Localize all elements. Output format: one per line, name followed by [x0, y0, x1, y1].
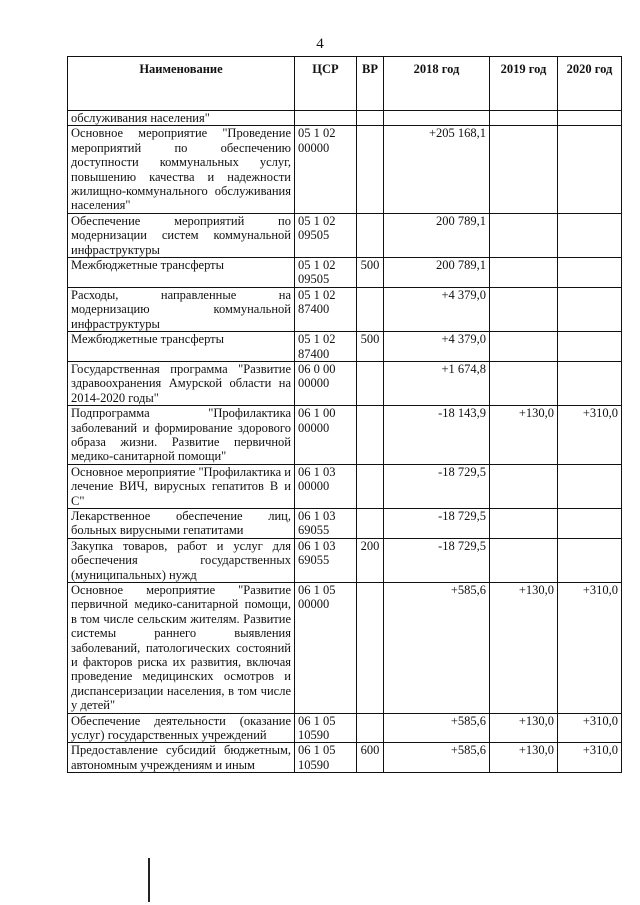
row-name: Закупка товаров, работ и услуг для обеспечения государственных (муниципальных) нужд — [68, 538, 295, 582]
header-2019: 2019 год — [490, 57, 558, 111]
row-name: Основное мероприятие "Проведение мероприятий по обеспечению доступности коммунальных услуг, повышению качества и надежности жилищно-коммунального обслуживания населения" — [68, 126, 295, 213]
row-2018: 200 789,1 — [384, 258, 490, 288]
row-2019: +130,0 — [490, 406, 558, 465]
row-csr: 05 1 02 00000 — [295, 126, 357, 213]
row-2018: +585,6 — [384, 743, 490, 773]
row-2018: +4 379,0 — [384, 287, 490, 331]
table-row — [68, 538, 622, 582]
row-name: обслуживания населения" — [68, 111, 295, 126]
table-row — [68, 406, 622, 465]
table-body — [68, 111, 622, 773]
table-row — [68, 332, 622, 362]
row-2020: +310,0 — [558, 583, 622, 714]
row-2019 — [490, 332, 558, 362]
row-2018: -18 729,5 — [384, 464, 490, 508]
table-row — [68, 258, 622, 288]
row-name: Расходы, направленные на модернизацию коммунальной инфраструктуры — [68, 287, 295, 331]
row-2020 — [558, 332, 622, 362]
row-name: Межбюджетные трансферты — [68, 332, 295, 362]
row-2019 — [490, 361, 558, 405]
table-row — [68, 713, 622, 743]
row-2019 — [490, 538, 558, 582]
row-2019: +130,0 — [490, 583, 558, 714]
row-2019 — [490, 464, 558, 508]
row-name: Основное мероприятие "Развитие первичной медико-санитарной помощи, в том числе сельским жителям. Развитие системы раннего выявления заболеваний, патологических состояний и факторов риска их развития, включая проведение медицинских осмотров и диспансеризации населения, в том числе у детей" — [68, 583, 295, 714]
row-vr — [357, 713, 384, 743]
row-name: Основное мероприятие "Профилактика и лечение ВИЧ, вирусных гепатитов В и С" — [68, 464, 295, 508]
header-row — [68, 57, 622, 111]
row-2019 — [490, 258, 558, 288]
row-csr: 05 1 02 09505 — [295, 213, 357, 257]
row-2020 — [558, 464, 622, 508]
row-2020 — [558, 361, 622, 405]
row-csr: 06 1 05 00000 — [295, 583, 357, 714]
row-name: Обеспечение мероприятий по модернизации систем коммунальной инфраструктуры — [68, 213, 295, 257]
table-row — [68, 583, 622, 714]
row-2018: +205 168,1 — [384, 126, 490, 213]
row-2020 — [558, 538, 622, 582]
header-2020: 2020 год — [558, 57, 622, 111]
row-vr — [357, 287, 384, 331]
row-2020 — [558, 258, 622, 288]
row-csr: 05 1 02 87400 — [295, 287, 357, 331]
row-2020: +310,0 — [558, 743, 622, 773]
row-vr — [357, 126, 384, 213]
row-vr — [357, 111, 384, 126]
table-row — [68, 287, 622, 331]
row-2018: +4 379,0 — [384, 332, 490, 362]
row-2018: +585,6 — [384, 713, 490, 743]
row-2020 — [558, 111, 622, 126]
row-2020 — [558, 508, 622, 538]
header-name: Наименование — [68, 57, 295, 111]
row-csr: 06 1 00 00000 — [295, 406, 357, 465]
row-2019 — [490, 213, 558, 257]
table-row — [68, 508, 622, 538]
header-csr: ЦСР — [295, 57, 357, 111]
table-row — [68, 213, 622, 257]
header-2018: 2018 год — [384, 57, 490, 111]
row-csr — [295, 111, 357, 126]
row-name: Подпрограмма "Профилактика заболеваний и формирование здорового образа жизни. Развитие первичной медико-санитарной помощи" — [68, 406, 295, 465]
row-2018: +585,6 — [384, 583, 490, 714]
row-2020 — [558, 126, 622, 213]
row-vr — [357, 508, 384, 538]
row-2019 — [490, 111, 558, 126]
row-2020: +310,0 — [558, 406, 622, 465]
row-vr — [357, 464, 384, 508]
row-2019 — [490, 508, 558, 538]
row-vr — [357, 406, 384, 465]
table-row — [68, 111, 622, 126]
row-csr: 05 1 02 09505 — [295, 258, 357, 288]
row-name: Лекарственное обеспечение лиц, больных вирусными гепатитами — [68, 508, 295, 538]
row-vr — [357, 213, 384, 257]
row-2019 — [490, 287, 558, 331]
row-name: Межбюджетные трансферты — [68, 258, 295, 288]
table-row — [68, 743, 622, 773]
row-2018: +1 674,8 — [384, 361, 490, 405]
row-vr: 600 — [357, 743, 384, 773]
table-row — [68, 361, 622, 405]
row-vr: 500 — [357, 258, 384, 288]
row-name: Предоставление субсидий бюджетным, автономным учреждениям и иным — [68, 743, 295, 773]
page-number: 4 — [316, 36, 324, 52]
row-2019 — [490, 126, 558, 213]
row-csr: 06 1 03 69055 — [295, 508, 357, 538]
row-vr: 500 — [357, 332, 384, 362]
scan-margin-mark — [148, 858, 150, 902]
row-2018: -18 143,9 — [384, 406, 490, 465]
row-csr: 06 1 05 10590 — [295, 713, 357, 743]
row-2020 — [558, 287, 622, 331]
row-2020 — [558, 213, 622, 257]
row-2019: +130,0 — [490, 743, 558, 773]
row-vr — [357, 361, 384, 405]
row-name: Обеспечение деятельности (оказание услуг) государственных учреждений — [68, 713, 295, 743]
budget-table — [67, 56, 622, 773]
row-vr: 200 — [357, 538, 384, 582]
table-row — [68, 126, 622, 213]
row-csr: 05 1 02 87400 — [295, 332, 357, 362]
row-2020: +310,0 — [558, 713, 622, 743]
row-name: Государственная программа "Развитие здравоохранения Амурской области на 2014-2020 годы" — [68, 361, 295, 405]
row-2018: -18 729,5 — [384, 538, 490, 582]
row-2018: -18 729,5 — [384, 508, 490, 538]
row-2018 — [384, 111, 490, 126]
row-2018: 200 789,1 — [384, 213, 490, 257]
row-csr: 06 1 05 10590 — [295, 743, 357, 773]
row-csr: 06 1 03 69055 — [295, 538, 357, 582]
row-2019: +130,0 — [490, 713, 558, 743]
header-vr: ВР — [357, 57, 384, 111]
table-row — [68, 464, 622, 508]
row-vr — [357, 583, 384, 714]
row-csr: 06 0 00 00000 — [295, 361, 357, 405]
row-csr: 06 1 03 00000 — [295, 464, 357, 508]
table-header — [68, 57, 622, 111]
